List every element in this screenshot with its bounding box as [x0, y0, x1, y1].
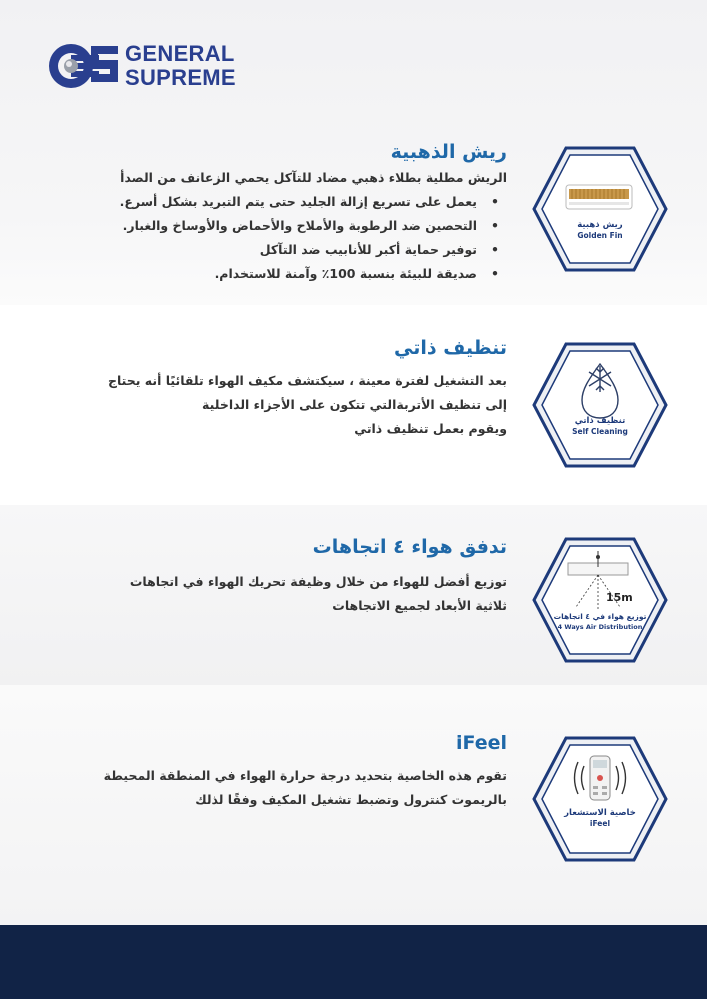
self-cleaning-badge-en: Self Cleaning — [572, 427, 628, 436]
ifeel-badge-label — [532, 808, 668, 829]
self-cleaning-badge-label — [532, 416, 668, 437]
air-flow-description — [130, 570, 507, 618]
footer-bar — [0, 925, 707, 999]
self-cleaning-line: بعد التشغيل لفترة معينة ، سيكتشف مكيف الهواء تلقائيًا أنه يحتاج — [107, 373, 507, 388]
golden-fin-title: ريش الذهبية — [390, 141, 507, 163]
list-item: • توفير حماية أكبر للأنابيب ضد التآكل — [120, 238, 477, 262]
air-distribution-distance: 15m — [606, 591, 633, 604]
list-item: • التحصين ضد الرطوبة والأملاح والأحماض والأوساخ والغبار. — [120, 214, 477, 238]
list-item: • صديقة للبيئة بنسبة 100٪ وآمنة للاستخدام. — [120, 262, 477, 286]
self-cleaning-description — [108, 369, 507, 441]
air-distribution-badge-label — [532, 611, 668, 632]
air-flow-title: تدفق هواء ٤ اتجاهات — [312, 536, 507, 558]
brand-line-2: SUPREME — [125, 65, 236, 90]
air-distribution-badge-en: 4 Ways Air Distribution — [557, 623, 643, 631]
list-item: • يعمل على تسريع إزالة الجليد حتى يتم التبريد بشكل أسرع. — [120, 190, 477, 214]
air-distribution-badge-ar: توزيع هواء في ٤ اتجاهات — [553, 612, 647, 621]
air-flow-line: توزيع أفضل للهواء من خلال وظيفة تحريك الهواء في اتجاهات — [129, 574, 507, 589]
golden-fin-badge-ar: ريش ذهبية — [577, 220, 623, 230]
ifeel-badge-ar: خاصية الاستشعار — [564, 808, 636, 818]
air-flow-line: ثلاثية الأبعاد لجميع الاتجاهات — [332, 598, 507, 613]
self-cleaning-badge — [532, 342, 668, 468]
golden-fin-intro-text: الريش مطلية بطلاء ذهبي مضاد للتآكل يحمي الزعانف من الصدأ — [120, 170, 507, 185]
self-cleaning-title: تنظيف ذاتي — [393, 337, 507, 359]
golden-fin-intro — [120, 166, 507, 190]
golden-fin-badge — [532, 146, 668, 272]
ifeel-line: بالريموت كنترول وتضبط تشغيل المكيف وفقًا لذلك — [195, 792, 507, 807]
brand-name — [125, 42, 236, 90]
air-distribution-badge — [532, 537, 668, 663]
ifeel-description — [104, 764, 507, 812]
golden-fin-ac-icon — [566, 185, 632, 209]
ifeel-badge — [532, 736, 668, 862]
ifeel-title: iFeel — [455, 732, 507, 754]
golden-fin-bullet-list — [120, 190, 477, 286]
ifeel-line: تقوم هذه الخاصية بتحديد درجة حرارة الهواء في المنطقة المحيطة — [103, 768, 507, 783]
golden-fin-badge-label — [532, 220, 668, 241]
ifeel-badge-en: iFeel — [589, 819, 611, 828]
self-cleaning-badge-ar: تنظيف ذاتي — [574, 416, 626, 426]
self-cleaning-line: إلى تنظيف الأتربةالتي تتكون على الأجزاء الداخلية — [202, 397, 507, 412]
brand-line-1: GENERAL — [125, 41, 235, 66]
self-cleaning-line: ويقوم بعمل تنظيف ذاتي — [354, 421, 507, 436]
golden-fin-badge-en: Golden Fin — [577, 231, 623, 240]
